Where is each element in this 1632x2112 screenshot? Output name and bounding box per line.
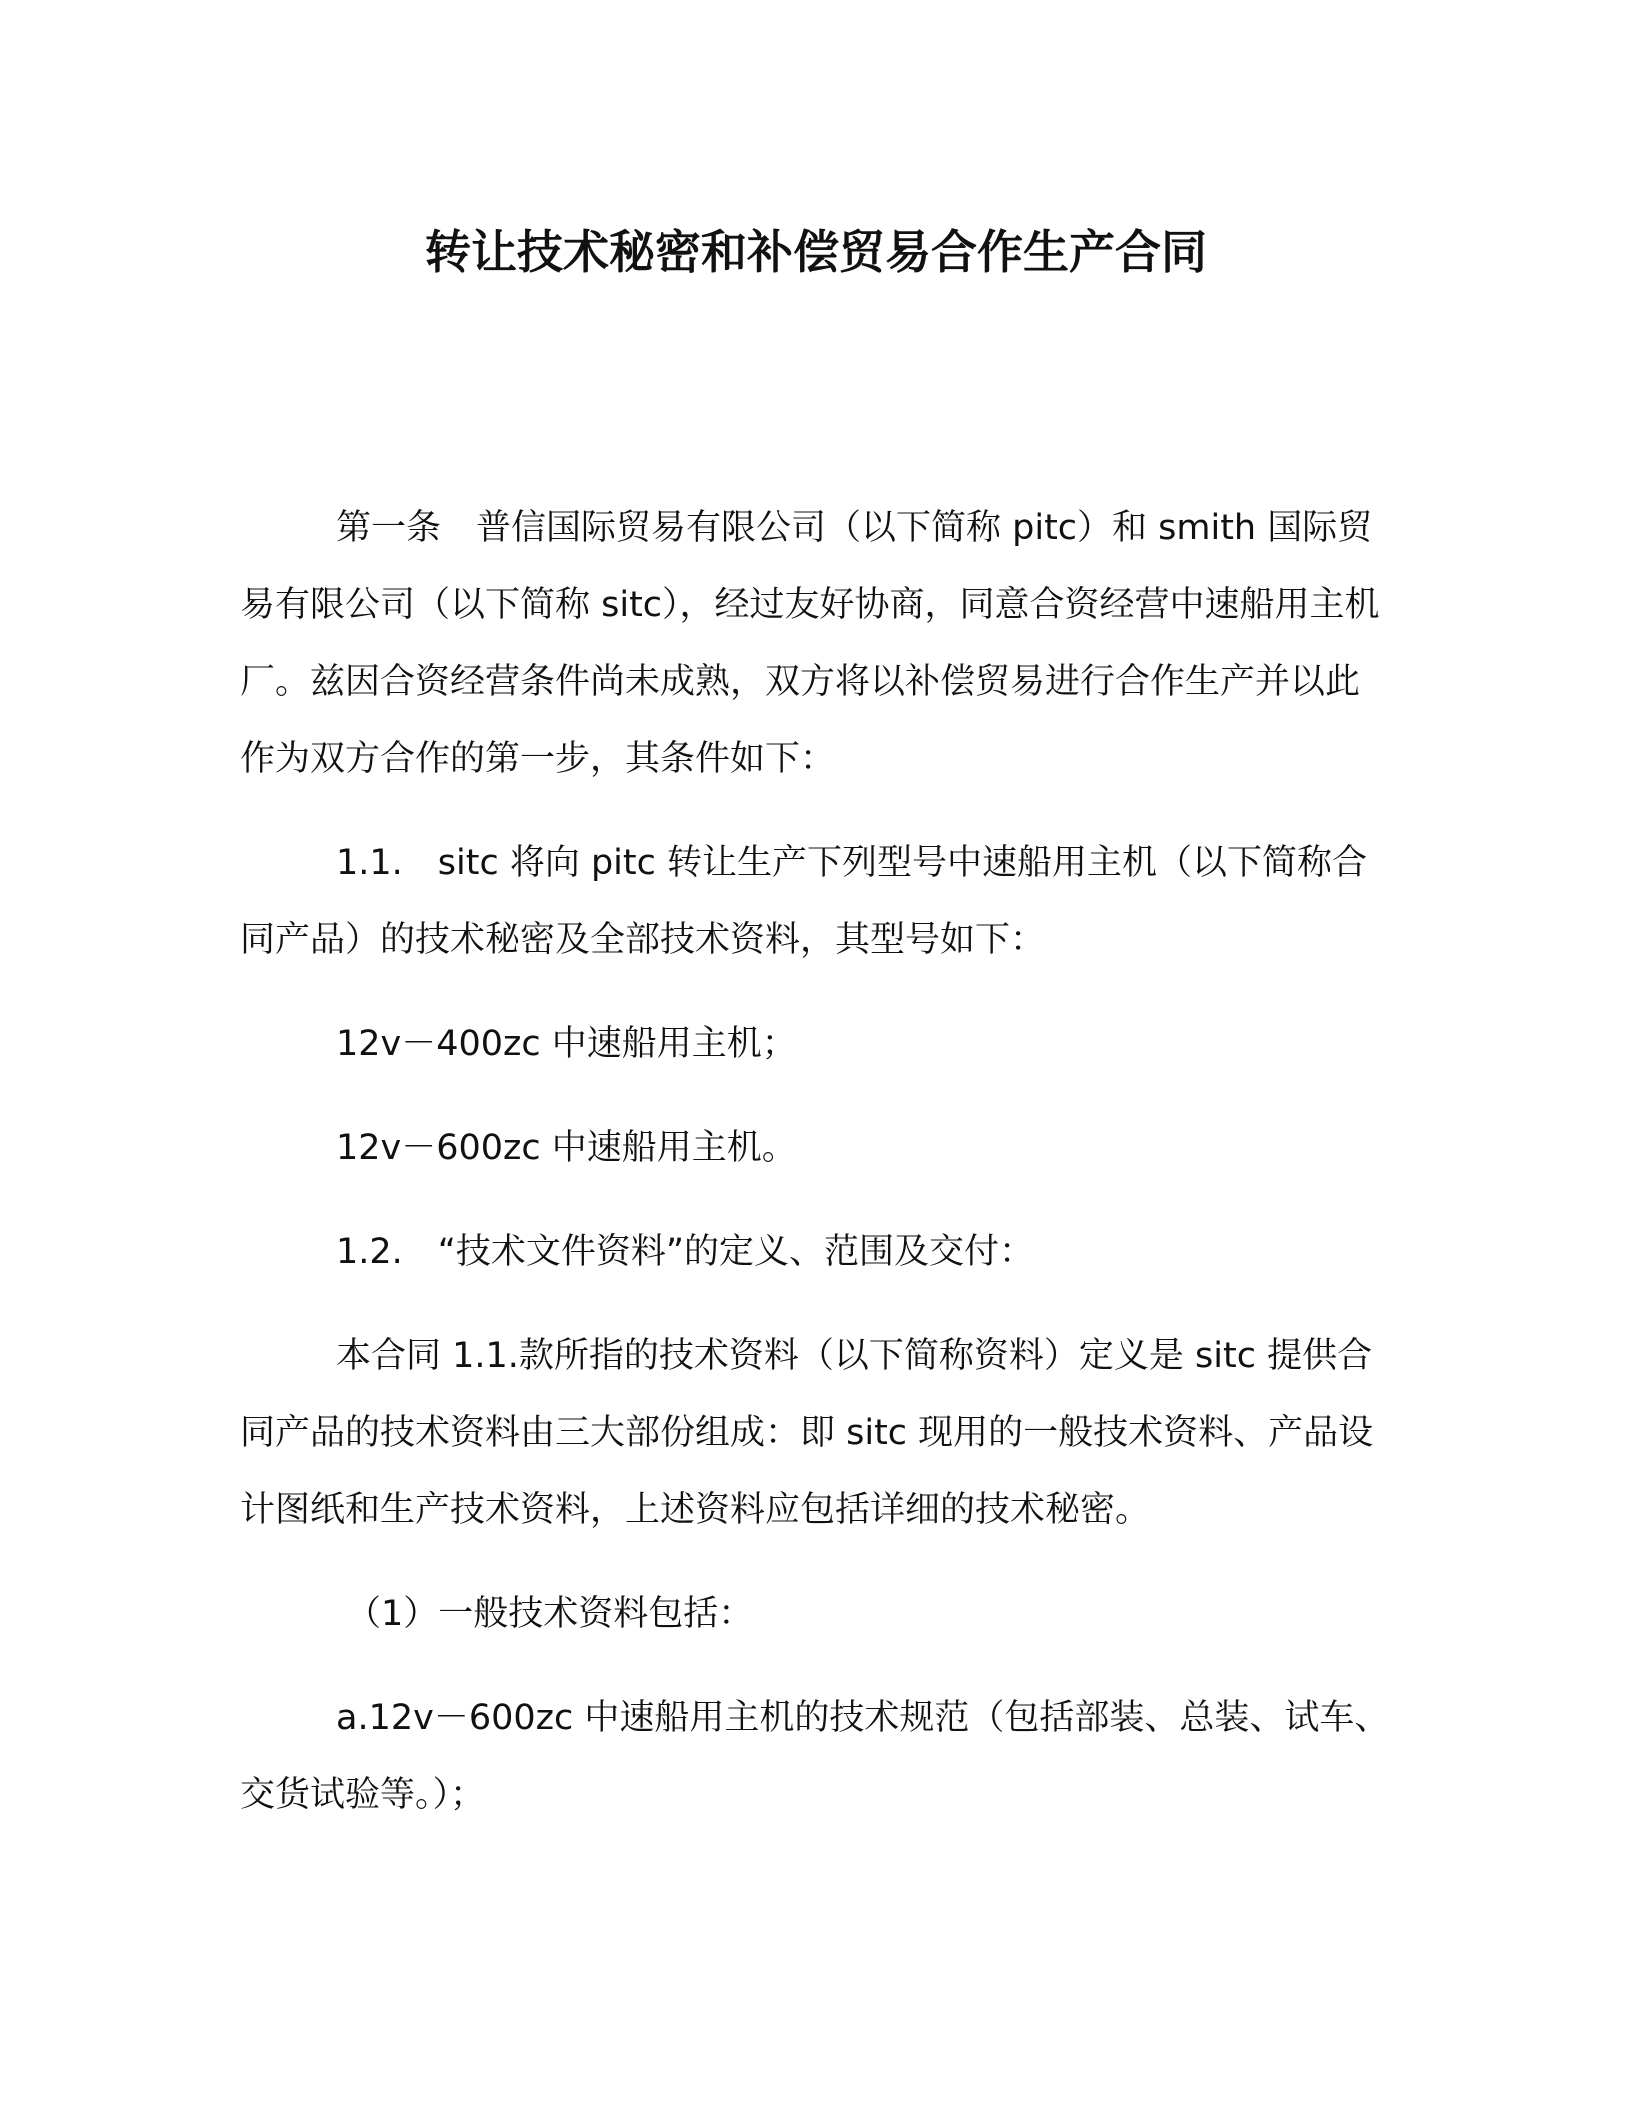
document-title: 转让技术秘密和补偿贸易合作生产合同 (425, 225, 1207, 279)
paragraph-item-a: a.12v－600zc 中速船用主机的技术规范（包括部装、总装、试车、交货试验等。）； (240, 1698, 1390, 1815)
paragraph-clause-1-1: 1.1. sitc 将向 pitc 转让生产下列型号中速船用主机（以下简称合同产品）的技术秘密及全部技术资料，其型号如下： (240, 843, 1367, 960)
paragraph-model-400zc: 12v－400zc 中速船用主机； (336, 1024, 797, 1064)
paragraph-general-docs: （1）一般技术资料包括： (346, 1594, 754, 1634)
paragraph-model-600zc: 12v－600zc 中速船用主机。 (336, 1128, 797, 1168)
document-body (240, 490, 1390, 1861)
paragraph-clause-1-2: 1.2. “技术文件资料”的定义、范围及交付： (336, 1232, 1035, 1272)
paragraph-definition: 本合同 1.1.款所指的技术资料（以下简称资料）定义是 sitc 提供合同产品的技术资料由三大部份组成：即 sitc 现用的一般技术资料、产品设计图纸和生产技术资料，上述资料应包括详细的技术秘密。 (240, 1336, 1374, 1530)
paragraph-article-1: 第一条 普信国际贸易有限公司（以下简称 pitc）和 smith 国际贸易有限公司（以下简称 sitc），经过友好协商，同意合资经营中速船用主机厂。兹因合资经营条件尚未成熟，双方将以补偿贸易进行合作生产并以此作为双方合作的第一步，其条件如下： (240, 508, 1380, 779)
